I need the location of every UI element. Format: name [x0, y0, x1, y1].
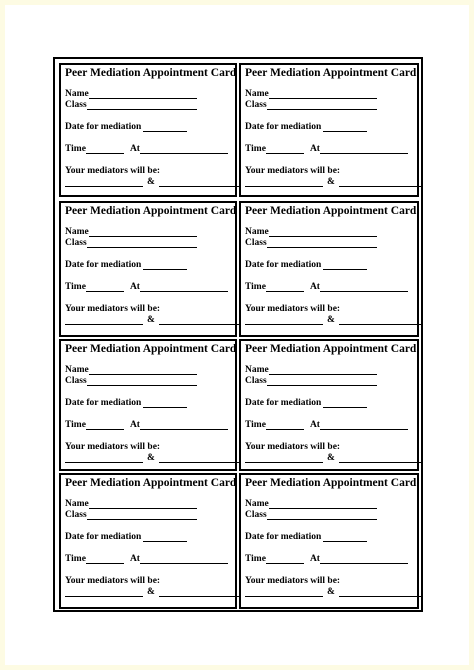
name-label: Name [245, 365, 269, 375]
time-label: Time [245, 144, 266, 154]
page [5, 5, 469, 665]
time-row [245, 144, 408, 154]
mediators-row [65, 304, 160, 314]
class-row [245, 238, 377, 248]
class-label: Class [245, 510, 267, 520]
date-field-line[interactable] [323, 398, 367, 408]
date-label: Date for mediation [65, 122, 142, 132]
mediators-label: Your mediators will be: [65, 576, 161, 586]
date-label: Date for mediation [245, 260, 322, 270]
class-field-line[interactable] [267, 376, 377, 386]
mediator-2-line[interactable] [339, 453, 421, 463]
card-title: Peer Mediation Appointment Card [65, 343, 237, 355]
appointment-card-4-2 [239, 473, 419, 609]
class-label: Class [245, 376, 267, 386]
time-field-line[interactable] [86, 144, 124, 154]
ampersand: & [327, 587, 335, 597]
name-label: Name [245, 89, 269, 99]
date-label: Date for mediation [65, 532, 142, 542]
name-label: Name [65, 227, 89, 237]
mediators-label: Your mediators will be: [65, 304, 161, 314]
name-field-line[interactable] [269, 499, 377, 509]
mediators-label: Your mediators will be: [65, 166, 161, 176]
name-label: Name [65, 499, 89, 509]
mediator-1-line[interactable] [245, 315, 323, 325]
class-field-line[interactable] [87, 100, 197, 110]
date-field-line[interactable] [323, 532, 367, 542]
time-label: Time [245, 282, 266, 292]
name-field-line[interactable] [269, 227, 377, 237]
mediators-label: Your mediators will be: [65, 442, 161, 452]
at-label: At [129, 282, 140, 292]
mediator-1-line[interactable] [245, 177, 323, 187]
time-field-line[interactable] [266, 554, 304, 564]
class-row [65, 238, 197, 248]
mediators-names-row [245, 177, 421, 187]
time-field-line[interactable] [266, 282, 304, 292]
time-field-line[interactable] [266, 144, 304, 154]
appointment-card-1-1 [59, 63, 237, 197]
mediators-names-row [245, 587, 421, 597]
card-title: Peer Mediation Appointment Card [65, 477, 237, 489]
mediator-1-line[interactable] [245, 587, 323, 597]
name-row [245, 89, 377, 99]
mediator-1-line[interactable] [65, 315, 143, 325]
mediator-2-line[interactable] [159, 315, 241, 325]
class-row [245, 100, 377, 110]
date-field-line[interactable] [143, 398, 187, 408]
date-row [65, 122, 187, 132]
name-label: Name [245, 499, 269, 509]
mediators-row [245, 304, 340, 314]
name-field-line[interactable] [269, 365, 377, 375]
date-row [245, 532, 367, 542]
at-label: At [309, 282, 320, 292]
name-label: Name [65, 365, 89, 375]
name-row [245, 499, 377, 509]
at-field-line[interactable] [140, 282, 228, 292]
time-row [245, 282, 408, 292]
date-label: Date for mediation [245, 398, 322, 408]
date-row [245, 260, 367, 270]
appointment-card-1-2 [239, 63, 419, 197]
at-label: At [129, 420, 140, 430]
mediators-label: Your mediators will be: [245, 576, 341, 586]
class-label: Class [245, 238, 267, 248]
mediator-2-line[interactable] [339, 315, 421, 325]
time-field-line[interactable] [86, 554, 124, 564]
mediators-names-row [65, 453, 241, 463]
mediator-2-line[interactable] [159, 453, 241, 463]
class-label: Class [65, 238, 87, 248]
name-label: Name [65, 89, 89, 99]
date-row [65, 260, 187, 270]
ampersand: & [327, 453, 335, 463]
date-field-line[interactable] [323, 122, 367, 132]
name-field-line[interactable] [89, 89, 197, 99]
class-label: Class [65, 376, 87, 386]
at-label: At [309, 554, 320, 564]
mediator-1-line[interactable] [65, 177, 143, 187]
date-field-line[interactable] [323, 260, 367, 270]
mediators-label: Your mediators will be: [245, 166, 341, 176]
class-field-line[interactable] [87, 238, 197, 248]
time-label: Time [245, 420, 266, 430]
time-field-line[interactable] [86, 420, 124, 430]
appointment-card-4-1 [59, 473, 237, 609]
class-row [65, 376, 197, 386]
mediator-2-line[interactable] [159, 177, 241, 187]
ampersand: & [327, 177, 335, 187]
card-title: Peer Mediation Appointment Card [245, 205, 417, 217]
time-label: Time [65, 282, 86, 292]
mediators-label: Your mediators will be: [245, 442, 341, 452]
name-row [65, 499, 197, 509]
date-field-line[interactable] [143, 532, 187, 542]
at-label: At [309, 420, 320, 430]
appointment-card-3-1 [59, 339, 237, 471]
ampersand: & [147, 177, 155, 187]
date-row [65, 532, 187, 542]
at-field-line[interactable] [140, 554, 228, 564]
mediator-1-line[interactable] [65, 587, 143, 597]
mediators-names-row [65, 177, 241, 187]
class-field-line[interactable] [87, 510, 197, 520]
time-label: Time [245, 554, 266, 564]
card-title: Peer Mediation Appointment Card [245, 477, 417, 489]
time-row [245, 420, 408, 430]
date-field-line[interactable] [143, 260, 187, 270]
ampersand: & [147, 453, 155, 463]
date-label: Date for mediation [245, 122, 322, 132]
card-sheet [53, 57, 423, 612]
time-label: Time [65, 554, 86, 564]
mediators-row [65, 576, 160, 586]
card-title: Peer Mediation Appointment Card [65, 205, 237, 217]
mediators-label: Your mediators will be: [245, 304, 341, 314]
class-label: Class [65, 100, 87, 110]
appointment-card-2-2 [239, 201, 419, 337]
time-row [65, 282, 228, 292]
name-field-line[interactable] [89, 499, 197, 509]
class-field-line[interactable] [267, 510, 377, 520]
mediators-names-row [245, 315, 421, 325]
at-field-line[interactable] [320, 420, 408, 430]
appointment-card-3-2 [239, 339, 419, 471]
mediators-row [65, 442, 160, 452]
time-field-line[interactable] [266, 420, 304, 430]
name-row [65, 227, 197, 237]
at-field-line[interactable] [140, 144, 228, 154]
at-label: At [129, 554, 140, 564]
class-field-line[interactable] [267, 238, 377, 248]
name-field-line[interactable] [269, 89, 377, 99]
mediators-row [245, 576, 340, 586]
at-label: At [129, 144, 140, 154]
time-row [65, 554, 228, 564]
mediator-1-line[interactable] [65, 453, 143, 463]
name-row [245, 227, 377, 237]
mediators-names-row [65, 315, 241, 325]
mediators-row [245, 442, 340, 452]
time-row [245, 554, 408, 564]
name-label: Name [245, 227, 269, 237]
at-field-line[interactable] [320, 554, 408, 564]
mediators-row [245, 166, 340, 176]
class-field-line[interactable] [87, 376, 197, 386]
mediator-2-line[interactable] [159, 587, 241, 597]
card-title: Peer Mediation Appointment Card [245, 343, 417, 355]
time-label: Time [65, 420, 86, 430]
date-label: Date for mediation [245, 532, 322, 542]
mediators-row [65, 166, 160, 176]
class-label: Class [245, 100, 267, 110]
time-label: Time [65, 144, 86, 154]
date-row [245, 122, 367, 132]
class-row [245, 376, 377, 386]
card-title: Peer Mediation Appointment Card [245, 67, 417, 79]
at-label: At [309, 144, 320, 154]
mediators-names-row [245, 453, 421, 463]
name-row [65, 365, 197, 375]
time-row [65, 420, 228, 430]
appointment-card-2-1 [59, 201, 237, 337]
date-label: Date for mediation [65, 260, 142, 270]
name-row [65, 89, 197, 99]
name-row [245, 365, 377, 375]
ampersand: & [147, 587, 155, 597]
name-field-line[interactable] [89, 227, 197, 237]
class-row [65, 100, 197, 110]
name-field-line[interactable] [89, 365, 197, 375]
time-row [65, 144, 228, 154]
class-row [65, 510, 197, 520]
card-title: Peer Mediation Appointment Card [65, 67, 237, 79]
at-field-line[interactable] [140, 420, 228, 430]
class-field-line[interactable] [267, 100, 377, 110]
mediator-2-line[interactable] [339, 177, 421, 187]
at-field-line[interactable] [320, 282, 408, 292]
date-row [245, 398, 367, 408]
ampersand: & [147, 315, 155, 325]
date-field-line[interactable] [143, 122, 187, 132]
at-field-line[interactable] [320, 144, 408, 154]
time-field-line[interactable] [86, 282, 124, 292]
class-label: Class [65, 510, 87, 520]
date-row [65, 398, 187, 408]
mediators-names-row [65, 587, 241, 597]
mediator-1-line[interactable] [245, 453, 323, 463]
class-row [245, 510, 377, 520]
ampersand: & [327, 315, 335, 325]
mediator-2-line[interactable] [339, 587, 421, 597]
date-label: Date for mediation [65, 398, 142, 408]
